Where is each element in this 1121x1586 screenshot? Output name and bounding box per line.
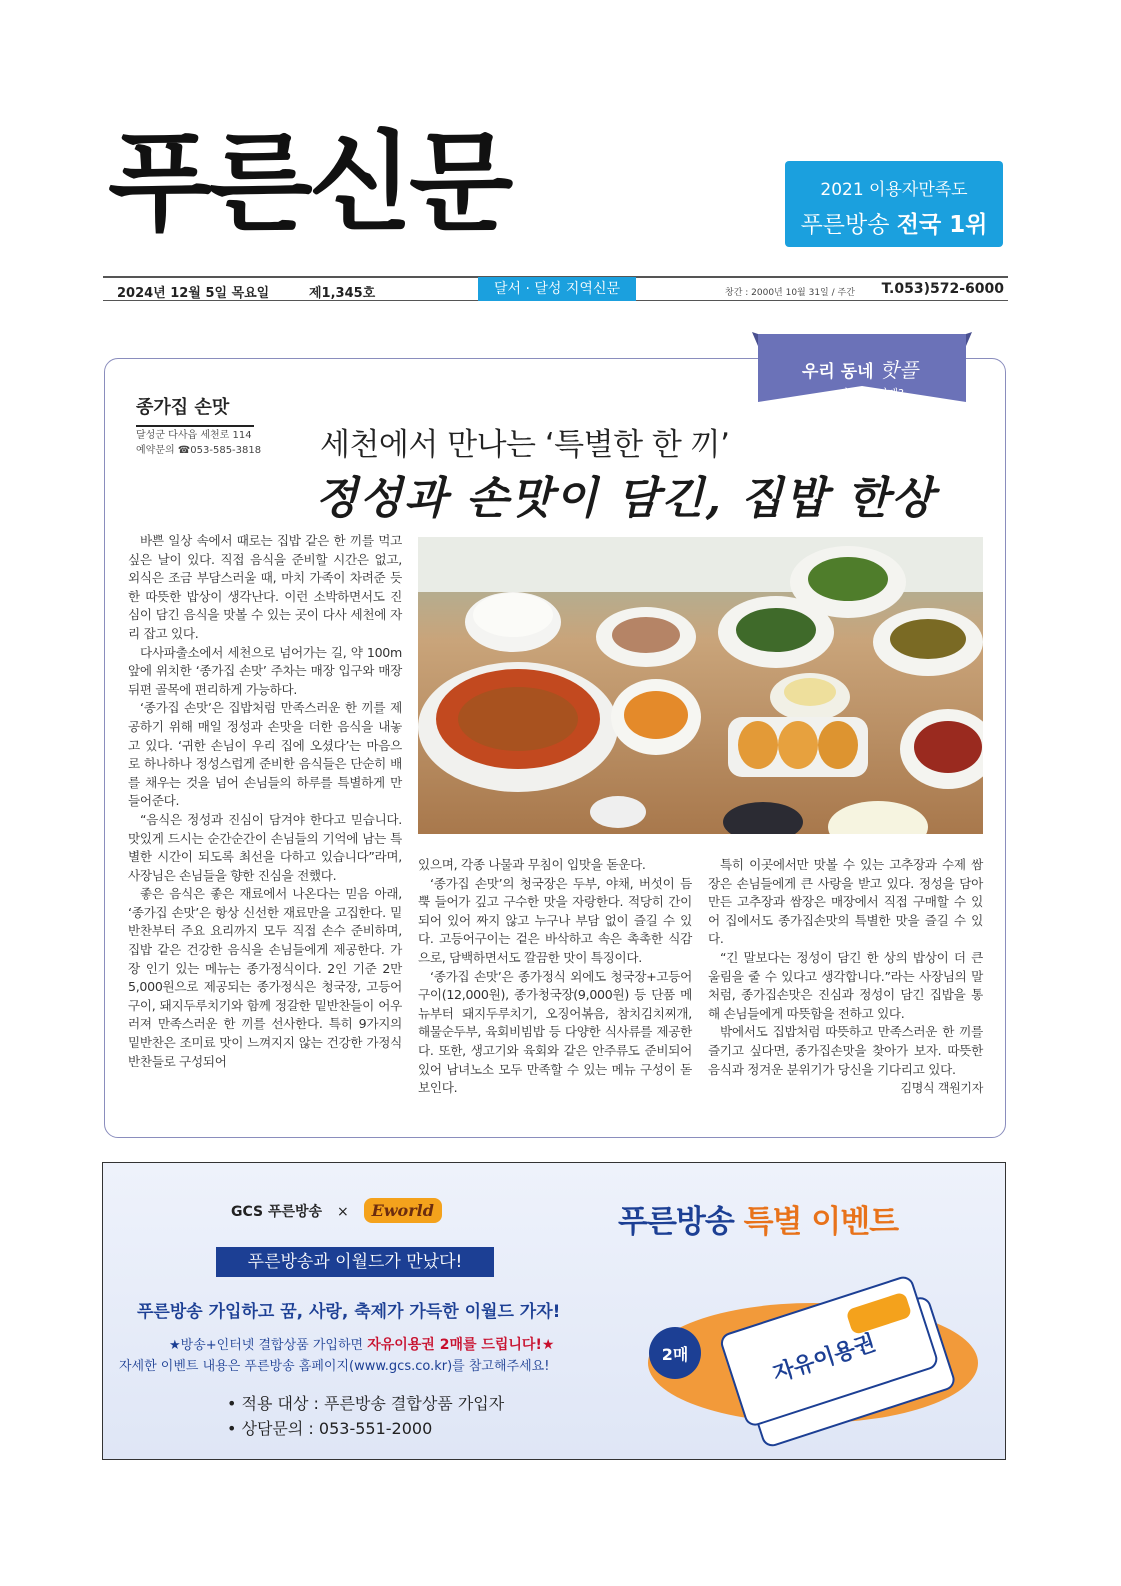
gcs-logo: GCS 푸른방송 — [231, 1204, 323, 1220]
paragraph: ‘종가집 손맛’은 종가정식 외에도 청국장+고등어구이(12,000원), 종가청국장(9,000원) 등 단품 메뉴부터 돼지두루치기, 오징어볶음, 참치김치찌개, 해물순두부, 육회비빔밥 등 다양한 식사류를 제공한다. 또한, 생고기와 육회와 같은 안주류도 준비되어 있어 남녀노소 모두 만족할 수 있는 메뉴 구성이 돋보인다. — [418, 968, 692, 1096]
ad-headline: 푸른방송 가입하고 꿈, 사랑, 축제가 가득한 이월드 가자! — [137, 1302, 561, 1322]
ad-details: 자세한 이벤트 내용은 푸른방송 홈페이지(www.gcs.co.kr)를 참고해주세요! — [119, 1359, 550, 1374]
ad-contact: • 상담문의 : 053-551-2000 — [227, 1419, 433, 1438]
masthead-title: 푸른신문 — [108, 121, 510, 246]
phone-number: T.053)572-6000 — [881, 281, 1004, 297]
logo-separator: × — [336, 1204, 349, 1220]
paragraph: 특히 이곳에서만 맛볼 수 있는 고추장과 수제 쌈장은 손님들에게 큰 사랑을 받고 있다. 정성을 담아 만든 고추장과 쌈장은 매장에서 직접 구매할 수 있어 집에서도 종가집손맛의 특별한 맛을 즐길 수 있다. — [708, 857, 983, 947]
article-column-2 — [418, 856, 692, 1098]
ad-offer — [169, 1334, 554, 1354]
ad-offer-bold: 자유이용권 2매를 드립니다!★ — [367, 1337, 555, 1353]
award-line1: 2021 이용자만족도 — [820, 180, 968, 200]
restaurant-address: 달성군 다사읍 세천로 114 — [136, 430, 252, 441]
byline: 김명식 객원기자 — [900, 1081, 983, 1096]
section-tag — [752, 332, 972, 404]
ad-title — [618, 1196, 898, 1241]
tag-subtitle: 이 가게 어때? — [838, 387, 904, 400]
main-headline: 정성과 손맛이 담긴, 집밥 한상 — [315, 473, 936, 524]
ad-logos — [231, 1198, 442, 1223]
paragraph: ‘종가집 손맛’은 집밥처럼 만족스러운 한 끼를 제공하기 위해 매일 정성과 손맛을 더한 음식을 내놓고 있다. ‘귀한 손님이 우리 집에 오셨다’는 마음으로 하나하나 정성스럽게 준비한 음식들은 단순히 배를 채우는 것을 넘어 손님들의 하루를 특별하게 만들어준다. — [128, 700, 402, 809]
restaurant-phone: 예약문의 ☎053-585-3818 — [136, 445, 262, 456]
paragraph: “음식은 정성과 진심이 담겨야 한다고 믿습니다. 맛있게 드시는 순간순간이 손님들의 기억에 남는 특별한 시간이 되도록 최선을 다하고 있습니다”라며, 사장님은 손님들을 향한 진심을 전했다. — [128, 811, 402, 883]
award-badge — [785, 161, 1003, 247]
founded-date: 창간 : 2000년 10월 31일 / 주간 — [725, 288, 855, 298]
food-photo — [418, 537, 983, 834]
dateline-bar — [103, 276, 1008, 301]
ad-offer-prefix: ★방송+인터넷 결합상품 가입하면 — [169, 1338, 368, 1353]
ticket-cards — [633, 1243, 993, 1453]
award-line2 — [785, 206, 1003, 239]
tag-title-text: 우리 동네 — [802, 362, 874, 382]
paragraph: ‘종가집 손맛’의 청국장은 두부, 야채, 버섯이 듬뿍 들어가 깊고 구수한 맛을 자랑한다. 적당히 간이 되어 있어 짜지 않고 누구나 부담 없이 즐길 수 있다. 고등어구이는 겉은 바삭하고 속은 촉촉한 식감으로, 담백하면서도 깔끔한 맛이 특징이다. — [418, 875, 692, 965]
tag-title-script: 핫플 — [879, 358, 919, 382]
ad-title-prefix: 푸른방송 — [618, 1204, 744, 1240]
ad-target: • 적용 대상 : 푸른방송 결합상품 가입자 — [227, 1394, 505, 1413]
restaurant-name: 종가집 손맛 — [136, 393, 254, 427]
ad-title-accent: 특별 이벤트 — [743, 1204, 899, 1240]
issue-number: 제1,345호 — [309, 286, 376, 301]
award-line2-prefix: 푸른방송 — [800, 212, 890, 238]
eworld-logo: Eworld — [364, 1198, 442, 1223]
food-photo-image — [418, 537, 983, 834]
region-badge: 달서 · 달성 지역신문 — [478, 277, 636, 301]
ticket-label: 자유이용권 — [770, 1330, 879, 1388]
event-advertisement — [102, 1162, 1006, 1460]
award-line2-bold: 전국 1위 — [896, 212, 988, 238]
article-column-3 — [708, 856, 983, 1098]
sub-headline: 세천에서 만나는 ‘특별한 한 끼’ — [320, 427, 730, 463]
ticket-count-badge: 2매 — [661, 1345, 689, 1364]
paragraph: 다사파출소에서 세천으로 넘어가는 길, 약 100m 앞에 위치한 ‘종가집 손맛’ 주차는 매장 입구와 매장 뒤편 골목에 편리하게 가능하다. — [128, 644, 402, 697]
paragraph: “긴 말보다는 정성이 담긴 한 상의 밥상이 더 큰 울림을 줄 수 있다고 생각합니다.”라는 사장님의 말처럼, 종가집손맛은 진심과 정성이 담긴 집밥을 통해 손님들에게 따뜻함을 전하고 있다. — [708, 949, 983, 1021]
paragraph: 있으며, 각종 나물과 무침이 입맛을 돋운다. — [418, 857, 646, 872]
paragraph: 좋은 음식은 좋은 재료에서 나온다는 믿음 아래, ‘종가집 손맛’은 항상 신선한 재료만을 고집한다. 밑반찬부터 주요 요리까지 모두 직접 손수 준비하며, 집밥 같은 건강한 음식을 손님들에게 제공한다. 가장 인기 있는 메뉴는 종가정식이다. 2인 기준 2만 5,000원으로 제공되는 종가정식은 청국장, 고등어구이, 돼지두루치기와 함께 정갈한 밑반찬들이 어우러져 만족스러운 한 끼를 선사한다. 특히 9가지의 밑반찬은 조미료 맛이 느껴지지 않는 건강한 가정식 반찬들로 구성되어 — [128, 886, 402, 1069]
article-column-1 — [128, 532, 402, 1071]
restaurant-info — [136, 428, 261, 458]
paragraph: 밖에서도 집밥처럼 따뜻하고 만족스러운 한 끼를 즐기고 싶다면, 종가집손맛을 찾아가 보자. 따뜻한 음식과 정겨운 분위기가 당신을 기다리고 있다. — [708, 1024, 983, 1077]
issue-date: 2024년 12월 5일 목요일 — [117, 286, 270, 301]
ad-ribbon: 푸른방송과 이월드가 만났다! — [216, 1247, 494, 1277]
paragraph: 바쁜 일상 속에서 때로는 집밥 같은 한 끼를 먹고 싶은 날이 있다. 직접 음식을 준비할 시간은 없고, 외식은 조금 부담스러울 때, 마치 가족이 차려준 듯한 따뜻한 밥상이 생각난다. 이런 소박하면서도 진심이 담긴 음식을 맛볼 수 있는 곳이 다사 세천에 자리 잡고 있다. — [128, 533, 402, 641]
tag-title — [802, 354, 918, 383]
